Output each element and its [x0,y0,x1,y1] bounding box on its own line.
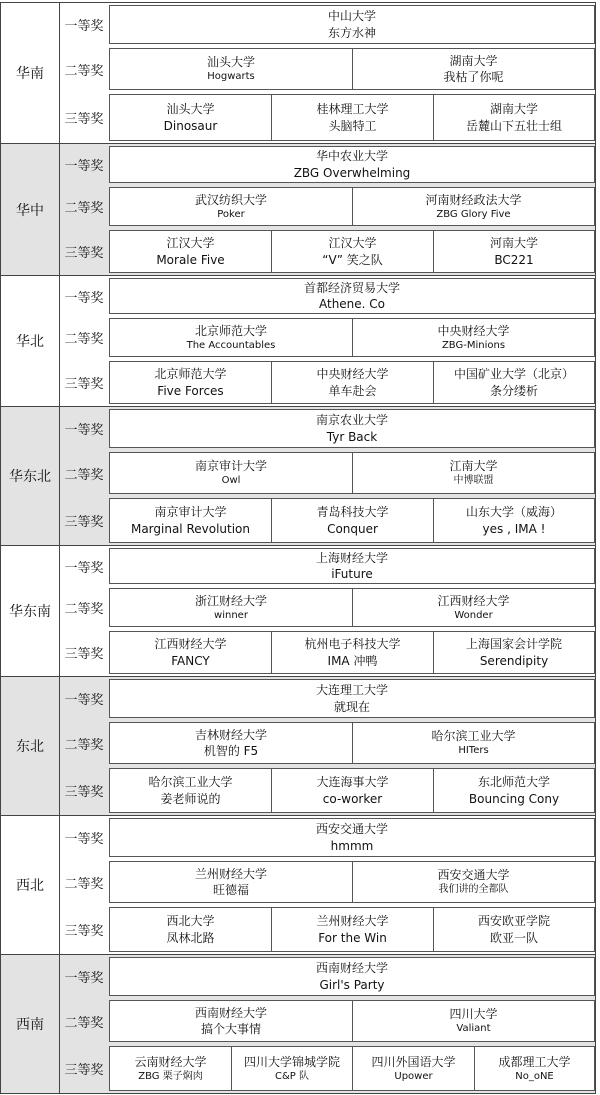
region-block [0,815,596,955]
university-name: 桂林理工大学 [316,102,389,117]
university-name: 青岛科技大学 [316,505,389,520]
award-cell [109,187,353,226]
award-tier-label: 一等奖 [64,693,104,708]
award-tier-label: 三等奖 [64,785,104,800]
award-tier-label: 一等奖 [64,290,104,306]
university-name: 四川大学 [449,1007,498,1022]
award-tier-row [59,407,595,450]
team-name: 姜老师说的 [160,791,221,806]
team-name: 欧亚一队 [489,930,538,945]
university-name: 山东大学（威海） [465,505,562,520]
award-cell [231,1046,353,1091]
university-name: 大连理工大学 [315,683,388,698]
university-name: 中国矿业大学（北京） [453,367,574,382]
region-label: 东北 [1,677,60,815]
award-cell [109,818,595,857]
team-name: 条分缕析 [489,383,538,398]
award-tier-row [59,955,595,998]
award-tier-row [59,816,595,859]
university-name: 汕头大学 [206,55,255,70]
award-cell [433,907,595,952]
team-name: Conquer [327,521,378,536]
team-name: 中博联盟 [453,475,494,487]
region-block [0,143,596,276]
award-tier-label: 三等奖 [64,112,104,127]
team-name: ZBG 栗子焖肉 [138,1070,203,1082]
award-cell [109,361,272,404]
award-cell [109,957,595,996]
award-cell [352,588,595,627]
university-name: 南京农业大学 [315,413,388,428]
team-name: No_oNE [515,1070,554,1082]
university-name: 西北大学 [166,914,215,929]
region-label: 华东北 [1,407,60,545]
award-tier-label: 二等奖 [64,1015,104,1031]
team-name: Marginal Revolution [130,521,251,536]
award-tier-row [59,720,595,766]
award-cell [109,5,595,44]
award-tier-label: 二等奖 [64,201,104,216]
university-name: 中央财经大学 [316,367,389,382]
team-name: hmmm [330,838,374,853]
team-name: FANCY [171,653,210,668]
award-tier-label: 三等奖 [64,515,104,530]
team-name: The Accountables [186,339,276,351]
award-tier-label: 二等奖 [64,63,104,79]
team-name: ZBG Overwhelming [293,165,411,180]
award-cell [109,94,272,141]
award-cell [109,409,595,448]
award-tier-row [59,276,595,316]
award-cell [109,1046,232,1091]
award-tier-label: 二等奖 [64,332,104,347]
award-tier-label: 三等奖 [64,924,104,939]
university-name: 西安交通大学 [437,868,510,883]
region-block [0,545,596,677]
team-name: 凤林北路 [166,930,215,945]
team-name: iFuture [331,567,373,581]
university-name: 中山大学 [327,9,376,24]
award-cell [271,768,434,813]
award-cell [474,1046,595,1091]
university-name: 四川大学锦城学院 [243,1054,340,1069]
university-name: 浙江财经大学 [194,593,267,608]
team-name: IMA 冲鸭 [327,653,378,668]
university-name: 江西财经大学 [437,593,510,608]
award-cell [109,1000,353,1042]
award-cell [109,230,272,273]
award-tier-row [59,1044,595,1093]
award-tier-row [59,677,595,720]
university-name: 西安交通大学 [315,822,388,837]
award-tier-row [59,905,595,954]
university-name: 南京审计大学 [154,505,227,520]
award-tier-label: 二等奖 [64,876,104,892]
award-tier-label: 一等奖 [64,560,104,576]
award-tier-label: 三等奖 [64,1063,104,1078]
university-name: 江汉大学 [328,236,377,251]
team-name: ZBG Glory Five [436,208,511,220]
award-cell [433,230,595,273]
award-tier-row [59,228,595,275]
award-tier-label: 三等奖 [64,246,104,261]
university-name: 河南大学 [489,236,538,251]
university-name: 西南财经大学 [315,961,388,976]
region-block [0,275,596,407]
university-name: 华中农业大学 [315,149,388,164]
team-name: “V” 笑之队 [322,252,383,267]
team-name: Bouncing Cony [468,791,560,806]
university-name: 北京师范大学 [154,367,227,382]
award-cell [109,631,272,674]
award-cell [109,278,595,314]
team-name: Girl's Party [319,977,385,992]
region-block [0,676,596,816]
award-cell [109,146,595,183]
award-cell [109,318,353,357]
award-tier-row [59,859,595,905]
team-name: Hogwarts [207,71,255,83]
team-name: For the Win [318,930,387,945]
award-cell [109,679,595,718]
team-name: 机智的 F5 [203,744,259,758]
university-name: 首都经济贸易大学 [303,280,400,295]
team-name: ZBG-Minions [441,339,506,351]
university-name: 江南大学 [449,459,498,474]
team-name: winner [214,609,248,621]
team-name: Poker [217,208,245,220]
award-cell [433,361,595,404]
award-cell [271,230,434,273]
award-cell [271,94,434,141]
award-tier-label: 一等奖 [64,19,104,34]
award-cell [352,1000,595,1042]
university-name: 汕头大学 [166,102,215,117]
team-name: Owl [221,475,241,487]
team-name: HITers [458,745,489,757]
university-name: 西安欧亚学院 [477,914,550,929]
team-name: 头脑特工 [328,118,377,133]
award-tier-row [59,496,595,545]
region-block [0,406,596,546]
award-cell [433,631,595,674]
university-name: 北京师范大学 [194,323,267,338]
award-cell [352,1046,475,1091]
university-name: 杭州电子科技大学 [304,637,401,652]
award-tier-label: 一等奖 [64,971,104,986]
university-name: 哈尔滨工业大学 [148,775,233,790]
award-cell [109,768,272,813]
award-tier-label: 二等奖 [64,737,104,753]
award-cell [352,318,595,357]
team-name: Serendipity [479,653,549,668]
award-tier-row [59,316,595,359]
team-name: co-worker [322,791,383,806]
region-label: 西北 [1,816,60,954]
team-name: Athene. Co [318,297,386,311]
award-cell [109,48,353,90]
award-cell [433,498,595,543]
university-name: 河南财经政法大学 [425,192,522,207]
region-block [0,2,596,144]
award-cell [352,452,595,494]
region-label: 华南 [1,3,60,143]
award-tier-row [59,92,595,143]
team-name: Morale Five [156,252,225,267]
award-cell [109,861,353,903]
team-name: Wonder [454,609,493,621]
region-label: 西南 [1,955,60,1093]
university-name: 中央财经大学 [437,323,510,338]
award-cell [352,861,595,903]
region-label: 华北 [1,276,60,406]
team-name: BC221 [494,252,534,267]
award-tier-label: 一等奖 [64,423,104,438]
team-name: 东方水神 [327,25,376,40]
team-name: 搞个大事情 [200,1022,261,1036]
team-name: Dinosaur [163,118,218,133]
university-name: 上海国家会计学院 [465,637,562,652]
university-name: 武汉纺织大学 [194,192,267,207]
university-name: 东北师范大学 [477,775,550,790]
award-cell [433,768,595,813]
award-tier-row [59,586,595,629]
award-cell [109,588,353,627]
team-name: 我枯了你呢 [443,70,504,84]
university-name: 湖南大学 [449,53,498,68]
award-tier-row [59,450,595,496]
university-name: 上海财经大学 [315,550,388,565]
award-cell [109,722,353,764]
award-cell [109,452,353,494]
award-cell [433,94,595,141]
university-name: 成都理工大学 [498,1054,571,1069]
award-cell [352,187,595,226]
university-name: 云南财经大学 [134,1054,207,1069]
award-cell [109,498,272,543]
award-tier-row [59,359,595,406]
team-name: C&P 队 [275,1070,309,1082]
team-name: 旺德福 [212,883,249,897]
university-name: 兰州财经大学 [194,866,267,881]
university-name: 大连海事大学 [316,775,389,790]
team-name: 单车赴会 [328,383,377,398]
university-name: 西南财经大学 [194,1005,267,1020]
award-cell [109,548,595,584]
award-cell [352,722,595,764]
award-tier-row [59,766,595,815]
award-tier-label: 一等奖 [64,159,104,174]
university-name: 兰州财经大学 [316,914,389,929]
university-name: 南京审计大学 [194,459,267,474]
award-tier-row [59,629,595,676]
award-tier-label: 三等奖 [64,647,104,662]
award-tier-row [59,185,595,228]
award-cell [271,498,434,543]
region-block [0,954,596,1094]
university-name: 湖南大学 [489,102,538,117]
award-tier-label: 二等奖 [64,602,104,617]
award-cell [352,48,595,90]
award-cell [271,631,434,674]
award-tier-row [59,144,595,185]
award-tier-label: 一等奖 [64,832,104,847]
award-cell [109,907,272,952]
award-tier-row [59,546,595,586]
award-cell [271,361,434,404]
university-name: 吉林财经大学 [194,727,267,742]
award-tier-label: 三等奖 [64,377,104,392]
region-label: 华中 [1,144,60,275]
team-name: 岳麓山下五壮士组 [465,118,562,133]
team-name: Valiant [456,1023,491,1035]
university-name: 江汉大学 [166,236,215,251]
team-name: 就现在 [333,699,370,714]
university-name: 江西财经大学 [154,637,227,652]
team-name: Upower [394,1070,433,1082]
team-name: Tyr Back [326,429,378,444]
award-tier-label: 二等奖 [64,467,104,483]
university-name: 四川外国语大学 [371,1054,456,1069]
award-cell [271,907,434,952]
team-name: 我们讲的全都队 [438,884,509,896]
team-name: Five Forces [157,383,224,398]
region-label: 华东南 [1,546,60,676]
award-tier-row [59,3,595,46]
university-name: 哈尔滨工业大学 [431,729,516,744]
award-tier-row [59,46,595,92]
team-name: yes , IMA ! [482,521,546,536]
award-tier-row [59,998,595,1044]
